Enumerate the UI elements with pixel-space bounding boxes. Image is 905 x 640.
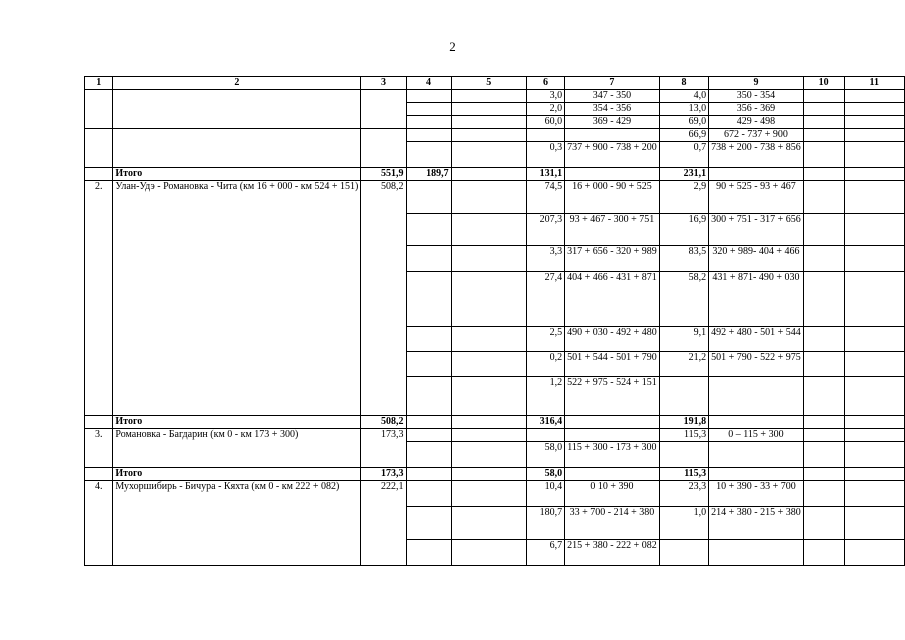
cell <box>803 327 844 352</box>
length-value: 2,5 <box>526 327 564 352</box>
road-name-cell: Мухоршибирь - Бичура - Кяхта (км 0 - км 222 + 082) <box>113 481 361 566</box>
cell <box>406 352 451 377</box>
number-cell <box>85 90 113 129</box>
table-row <box>85 429 905 442</box>
total-label: Итого <box>113 468 361 481</box>
cell <box>451 168 526 181</box>
cell <box>844 168 904 181</box>
length-value: 0,2 <box>526 352 564 377</box>
cell <box>85 416 113 429</box>
cell <box>803 377 844 416</box>
cell <box>451 468 526 481</box>
header-cell: 1 <box>85 77 113 90</box>
cell <box>844 272 904 327</box>
km-range: 115 + 300 - 173 + 300 <box>565 442 660 468</box>
cell <box>844 214 904 246</box>
total-label: Итого <box>113 168 361 181</box>
cell <box>844 327 904 352</box>
km-range: 501 + 544 - 501 + 790 <box>565 352 660 377</box>
total-row <box>85 168 905 181</box>
length-value: 16,9 <box>659 214 708 246</box>
cell <box>451 272 526 327</box>
cell <box>406 246 451 272</box>
length-value: 10,4 <box>526 481 564 507</box>
length-value: 0,7 <box>659 142 708 168</box>
header-cell: 8 <box>659 77 708 90</box>
length-value: 6,7 <box>526 540 564 566</box>
km-range: 672 - 737 + 900 <box>709 129 804 142</box>
total-value: 189,7 <box>406 168 451 181</box>
cell <box>803 481 844 507</box>
cell <box>451 214 526 246</box>
cell <box>844 540 904 566</box>
length-value: 83,5 <box>659 246 708 272</box>
total-label: Итого <box>113 416 361 429</box>
header-cell: 6 <box>526 77 564 90</box>
total-value: 115,3 <box>659 468 708 481</box>
cell <box>803 507 844 540</box>
cell <box>85 468 113 481</box>
total-row <box>85 416 905 429</box>
km-range: 431 + 871- 490 + 030 <box>709 272 804 327</box>
length-value: 58,2 <box>659 272 708 327</box>
cell <box>406 507 451 540</box>
cell <box>451 540 526 566</box>
length-value: 1,0 <box>659 507 708 540</box>
cell <box>844 507 904 540</box>
road-name-cell: Улан-Удэ - Романовка - Чита (км 16 + 000 - км 524 + 151) <box>113 181 361 416</box>
length-value: 4,0 <box>659 90 708 103</box>
km-range: 320 + 989- 404 + 466 <box>709 246 804 272</box>
length-value: 69,0 <box>659 116 708 129</box>
road-name-cell: Романовка - Багдарин (км 0 - км 173 + 300) <box>113 429 361 468</box>
cell <box>803 272 844 327</box>
cell <box>803 214 844 246</box>
cell <box>844 181 904 214</box>
cell <box>565 129 660 142</box>
length-value: 115,3 <box>659 429 708 442</box>
length-value: 2,9 <box>659 181 708 214</box>
cell <box>844 103 904 116</box>
cell <box>451 377 526 416</box>
cell <box>844 468 904 481</box>
length-cell: 508,2 <box>361 181 406 416</box>
cell <box>451 142 526 168</box>
cell <box>565 416 660 429</box>
cell <box>406 377 451 416</box>
km-range: 215 + 380 - 222 + 082 <box>565 540 660 566</box>
cell <box>844 442 904 468</box>
cell <box>844 246 904 272</box>
cell <box>406 429 451 442</box>
cell <box>803 352 844 377</box>
km-range: 0 – 115 + 300 <box>709 429 804 442</box>
cell <box>844 377 904 416</box>
number-cell <box>85 129 113 168</box>
table-header-row <box>85 77 905 90</box>
km-range: 522 + 975 - 524 + 151 <box>565 377 660 416</box>
cell <box>844 481 904 507</box>
km-range <box>709 377 804 416</box>
cell <box>406 416 451 429</box>
km-range: 0 10 + 390 <box>565 481 660 507</box>
km-range: 90 + 525 - 93 + 467 <box>709 181 804 214</box>
cell <box>406 103 451 116</box>
km-range: 738 + 200 - 738 + 856 <box>709 142 804 168</box>
total-value: 508,2 <box>361 416 406 429</box>
header-cell: 5 <box>451 77 526 90</box>
length-value: 66,9 <box>659 129 708 142</box>
length-value <box>659 377 708 416</box>
total-value: 231,1 <box>659 168 708 181</box>
cell <box>406 129 451 142</box>
cell <box>565 468 660 481</box>
km-range: 317 + 656 - 320 + 989 <box>565 246 660 272</box>
cell <box>451 246 526 272</box>
length-value: 74,5 <box>526 181 564 214</box>
cell <box>406 442 451 468</box>
header-cell: 4 <box>406 77 451 90</box>
page-number: 2 <box>449 39 456 54</box>
cell <box>659 442 708 468</box>
cell <box>406 214 451 246</box>
cell <box>526 429 564 442</box>
cell <box>406 181 451 214</box>
number-cell: 4. <box>85 481 113 566</box>
length-cell <box>361 129 406 168</box>
cell <box>803 181 844 214</box>
table-row <box>85 181 905 214</box>
cell <box>565 168 660 181</box>
cell <box>803 468 844 481</box>
cell <box>451 181 526 214</box>
km-range: 737 + 900 - 738 + 200 <box>565 142 660 168</box>
total-row <box>85 468 905 481</box>
cell <box>526 129 564 142</box>
cell <box>406 468 451 481</box>
km-range: 350 - 354 <box>709 90 804 103</box>
cell <box>709 168 804 181</box>
cell <box>844 142 904 168</box>
table-row <box>85 129 905 142</box>
cell <box>803 116 844 129</box>
cell <box>406 327 451 352</box>
cell <box>565 429 660 442</box>
cell <box>803 246 844 272</box>
header-cell: 10 <box>803 77 844 90</box>
cell <box>451 416 526 429</box>
cell <box>451 129 526 142</box>
length-value: 13,0 <box>659 103 708 116</box>
number-cell: 3. <box>85 429 113 468</box>
cell <box>451 352 526 377</box>
cell <box>406 116 451 129</box>
cell <box>451 507 526 540</box>
length-value: 23,3 <box>659 481 708 507</box>
cell <box>709 468 804 481</box>
header-cell: 7 <box>565 77 660 90</box>
length-value: 21,2 <box>659 352 708 377</box>
cell <box>451 442 526 468</box>
cell <box>844 352 904 377</box>
cell <box>406 90 451 103</box>
cell <box>844 129 904 142</box>
km-range: 492 + 480 - 501 + 544 <box>709 327 804 352</box>
total-value: 191,8 <box>659 416 708 429</box>
length-value: 0,3 <box>526 142 564 168</box>
km-range: 300 + 751 - 317 + 656 <box>709 214 804 246</box>
km-range <box>709 540 804 566</box>
cell <box>803 168 844 181</box>
cell <box>803 103 844 116</box>
km-range: 501 + 790 - 522 + 975 <box>709 352 804 377</box>
cell <box>451 90 526 103</box>
cell <box>844 416 904 429</box>
length-value: 3,3 <box>526 246 564 272</box>
km-range: 10 + 390 - 33 + 700 <box>709 481 804 507</box>
road-data-table <box>84 76 905 566</box>
km-range: 347 - 350 <box>565 90 660 103</box>
km-range: 354 - 356 <box>565 103 660 116</box>
length-cell <box>361 90 406 129</box>
cell <box>844 90 904 103</box>
cell <box>803 142 844 168</box>
km-range: 369 - 429 <box>565 116 660 129</box>
cell <box>451 116 526 129</box>
cell <box>406 142 451 168</box>
cell <box>709 442 804 468</box>
cell <box>406 272 451 327</box>
number-cell: 2. <box>85 181 113 416</box>
length-value: 58,0 <box>526 442 564 468</box>
cell <box>803 442 844 468</box>
length-value: 60,0 <box>526 116 564 129</box>
cell <box>803 416 844 429</box>
cell <box>803 540 844 566</box>
cell <box>406 540 451 566</box>
header-cell: 3 <box>361 77 406 90</box>
cell <box>406 481 451 507</box>
km-range: 356 - 369 <box>709 103 804 116</box>
total-value: 131,1 <box>526 168 564 181</box>
total-value: 316,4 <box>526 416 564 429</box>
header-cell: 2 <box>113 77 361 90</box>
cell <box>803 90 844 103</box>
cell <box>451 103 526 116</box>
cell <box>803 429 844 442</box>
km-range: 490 + 030 - 492 + 480 <box>565 327 660 352</box>
header-cell: 9 <box>709 77 804 90</box>
length-value: 180,7 <box>526 507 564 540</box>
road-name-cell <box>113 90 361 129</box>
cell <box>844 429 904 442</box>
km-range: 214 + 380 - 215 + 380 <box>709 507 804 540</box>
cell <box>85 168 113 181</box>
km-range: 16 + 000 - 90 + 525 <box>565 181 660 214</box>
total-value: 551,9 <box>361 168 406 181</box>
total-value: 173,3 <box>361 468 406 481</box>
length-value: 2,0 <box>526 103 564 116</box>
cell <box>709 416 804 429</box>
length-value: 3,0 <box>526 90 564 103</box>
km-range: 33 + 700 - 214 + 380 <box>565 507 660 540</box>
total-value: 58,0 <box>526 468 564 481</box>
length-value: 207,3 <box>526 214 564 246</box>
km-range: 93 + 467 - 300 + 751 <box>565 214 660 246</box>
cell <box>451 481 526 507</box>
header-cell: 11 <box>844 77 904 90</box>
length-cell: 173,3 <box>361 429 406 468</box>
cell <box>451 327 526 352</box>
length-cell: 222,1 <box>361 481 406 566</box>
road-name-cell <box>113 129 361 168</box>
table-row <box>85 481 905 507</box>
length-value: 9,1 <box>659 327 708 352</box>
table-row <box>85 90 905 103</box>
length-value <box>659 540 708 566</box>
km-range: 429 - 498 <box>709 116 804 129</box>
km-range: 404 + 466 - 431 + 871 <box>565 272 660 327</box>
length-value: 1,2 <box>526 377 564 416</box>
cell <box>803 129 844 142</box>
cell <box>844 116 904 129</box>
cell <box>451 429 526 442</box>
length-value: 27,4 <box>526 272 564 327</box>
